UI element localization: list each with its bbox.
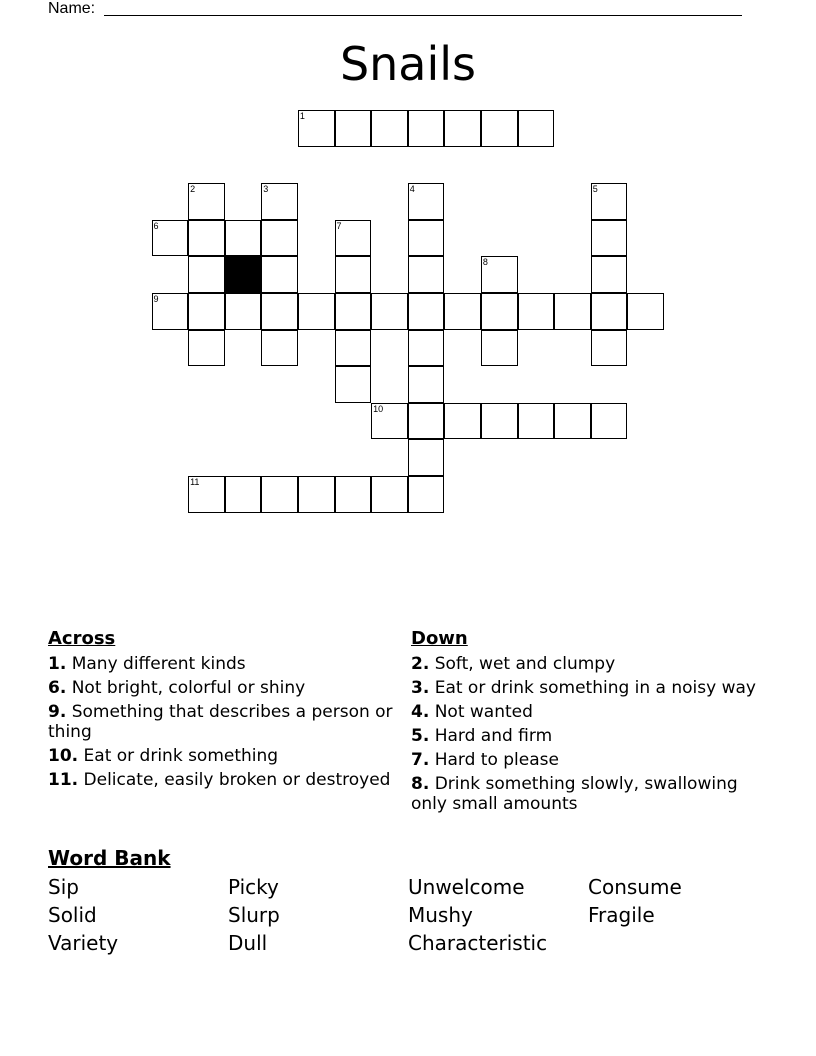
word-bank-word: Mushy	[408, 903, 473, 927]
crossword-cell[interactable]	[518, 293, 555, 330]
crossword-cell[interactable]	[444, 110, 481, 147]
word-bank-word: Variety	[48, 931, 119, 955]
clue-text: Hard to please	[434, 750, 559, 770]
clue-number-label: 5.	[411, 726, 430, 746]
word-bank-word: Characteristic	[408, 931, 548, 955]
clue-text: Eat or drink something in a noisy way	[434, 678, 756, 698]
crossword-cell[interactable]	[408, 403, 445, 440]
crossword-cell[interactable]	[627, 293, 664, 330]
word-bank-heading: Word Bank	[48, 846, 171, 870]
word-bank-word: Sip	[48, 875, 79, 899]
crossword-cell[interactable]	[298, 110, 335, 147]
clue-text: Delicate, easily broken or destroyed	[83, 770, 391, 790]
clue-number-label: 3.	[411, 678, 430, 698]
crossword-cell[interactable]	[225, 293, 262, 330]
clue-number-label: 4.	[411, 702, 430, 722]
crossword-cell[interactable]	[481, 256, 518, 293]
down-clue	[411, 678, 771, 698]
crossword-cell[interactable]	[444, 403, 481, 440]
crossword-cell[interactable]	[408, 293, 445, 330]
crossword-cell[interactable]	[188, 256, 225, 293]
crossword-cell[interactable]	[188, 183, 225, 220]
crossword-cell[interactable]	[591, 293, 628, 330]
crossword-cell[interactable]	[225, 476, 262, 513]
across-clue	[48, 702, 393, 742]
name-label: Name:	[48, 0, 96, 17]
crossword-cell[interactable]	[554, 293, 591, 330]
crossword-cell[interactable]	[554, 403, 591, 440]
clue-number: 3	[263, 184, 269, 195]
crossword-cell[interactable]	[335, 256, 372, 293]
clue-text: Not bright, colorful or shiny	[71, 678, 306, 698]
crossword-cell[interactable]	[188, 220, 225, 257]
crossword-cell[interactable]	[225, 220, 262, 257]
crossword-cell[interactable]	[188, 476, 225, 513]
crossword-cell[interactable]	[591, 256, 628, 293]
crossword-cell[interactable]	[298, 476, 335, 513]
crossword-cell[interactable]	[408, 439, 445, 476]
crossword-cell[interactable]	[591, 183, 628, 220]
crossword-cell[interactable]	[188, 330, 225, 367]
clue-number: 11	[190, 477, 200, 487]
word-bank-word: Solid	[48, 903, 97, 927]
word-bank-word: Consume	[588, 875, 682, 899]
puzzle-title: Snails	[339, 37, 477, 91]
crossword-cell[interactable]	[335, 330, 372, 367]
clue-number: 8	[482, 257, 488, 268]
crossword-cell[interactable]	[408, 476, 445, 513]
crossword-cell[interactable]	[591, 330, 628, 367]
clue-number-label: 8.	[411, 774, 430, 794]
down-clue	[411, 726, 771, 746]
word-bank-word: Dull	[228, 931, 268, 955]
crossword-cell[interactable]	[371, 403, 408, 440]
clue-text: Drink something slowly, swallowing only small amounts	[411, 774, 738, 814]
clue-number: 5	[592, 184, 598, 195]
crossword-cell[interactable]	[518, 110, 555, 147]
across-clue	[48, 770, 393, 790]
crossword-cell[interactable]	[335, 110, 372, 147]
crossword-cell[interactable]	[371, 293, 408, 330]
crossword-cell[interactable]	[335, 220, 372, 257]
crossword-cell[interactable]	[444, 293, 481, 330]
crossword-cell[interactable]	[408, 220, 445, 257]
crossword-cell[interactable]	[591, 220, 628, 257]
clue-number-label: 7.	[411, 750, 430, 770]
crossword-cell[interactable]	[261, 330, 298, 367]
crossword-cell[interactable]	[261, 293, 298, 330]
word-bank-word: Unwelcome	[408, 875, 525, 899]
clue-text: Soft, wet and clumpy	[434, 654, 616, 674]
clue-number-label: 11.	[48, 770, 79, 790]
clue-number: 7	[336, 220, 342, 231]
clue-number: 4	[409, 184, 415, 195]
crossword-cell[interactable]	[335, 293, 372, 330]
crossword-cell[interactable]	[408, 330, 445, 367]
crossword-cell[interactable]	[481, 403, 518, 440]
down-clue	[411, 654, 771, 674]
crossword-cell[interactable]	[335, 366, 372, 403]
crossword-cell[interactable]	[518, 403, 555, 440]
across-clue	[48, 746, 393, 766]
down-clue	[411, 774, 771, 814]
clue-number-label: 10.	[48, 746, 79, 766]
clue-number: 10	[373, 403, 384, 414]
crossword-cell[interactable]	[261, 183, 298, 220]
crossword-cell[interactable]	[408, 110, 445, 147]
down-clue	[411, 702, 771, 722]
clue-number-label: 9.	[48, 702, 67, 722]
crossword-cell[interactable]	[408, 256, 445, 293]
crossword-cell[interactable]	[188, 293, 225, 330]
across-clues	[48, 628, 393, 794]
across-heading: Across	[48, 628, 116, 649]
clue-text: Something that describes a person or thing	[48, 702, 393, 742]
clue-number: 9	[153, 294, 159, 304]
crossword-cell[interactable]	[261, 256, 298, 293]
clue-number: 6	[153, 220, 159, 231]
clue-text: Hard and firm	[434, 726, 553, 746]
crossword-cell[interactable]	[591, 403, 628, 440]
crossword-cell[interactable]	[481, 110, 518, 147]
crossword-cell[interactable]	[298, 293, 335, 330]
clue-number-label: 2.	[411, 654, 430, 674]
down-clue	[411, 750, 771, 770]
crossword-cell[interactable]	[261, 220, 298, 257]
crossword-cell[interactable]	[261, 476, 298, 513]
clue-number: 2	[190, 184, 196, 195]
clue-text: Many different kinds	[71, 654, 246, 674]
across-clue	[48, 654, 393, 674]
word-bank-word: Picky	[228, 875, 279, 899]
black-square	[225, 256, 262, 293]
word-bank-word: Fragile	[588, 903, 655, 927]
word-bank	[48, 845, 768, 955]
across-clue	[48, 678, 393, 698]
crossword-cell[interactable]	[481, 330, 518, 367]
crossword-cell[interactable]	[152, 293, 189, 330]
crossword-cell[interactable]	[371, 110, 408, 147]
crossword-cell[interactable]	[408, 366, 445, 403]
crossword-cell[interactable]	[481, 293, 518, 330]
clue-number-label: 6.	[48, 678, 67, 698]
crossword-cell[interactable]	[152, 220, 189, 257]
down-heading: Down	[411, 628, 468, 649]
clue-text: Not wanted	[434, 702, 533, 722]
clue-text: Eat or drink something	[83, 746, 279, 766]
crossword-cell[interactable]	[335, 476, 372, 513]
crossword-cell[interactable]	[408, 183, 445, 220]
crossword-cell[interactable]	[371, 476, 408, 513]
down-clues	[411, 628, 771, 818]
clue-number-label: 1.	[48, 654, 67, 674]
word-bank-word: Slurp	[228, 903, 280, 927]
clue-number: 1	[299, 111, 305, 121]
